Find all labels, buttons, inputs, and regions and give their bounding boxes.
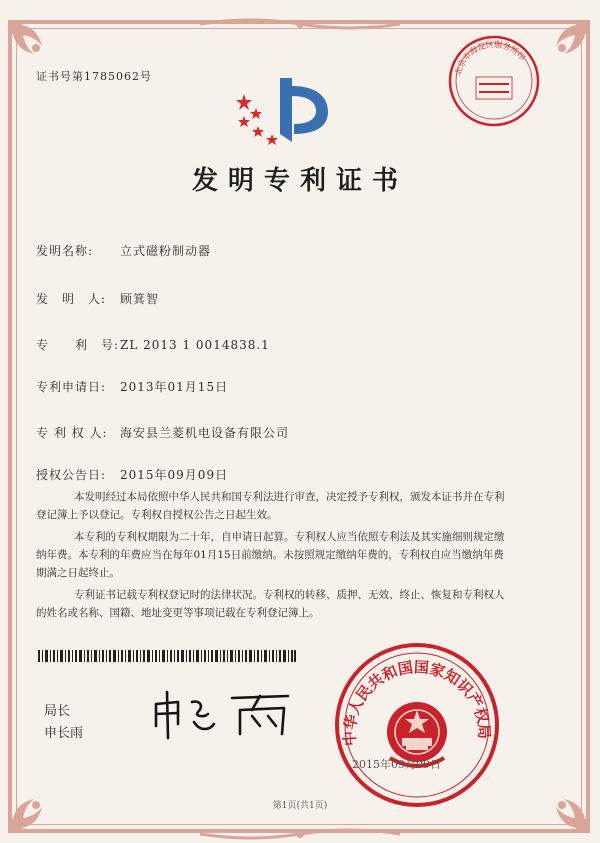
field-label: 专利申请日: <box>36 380 107 394</box>
corner-ornament-top-left <box>8 20 88 100</box>
barcode <box>38 650 296 662</box>
official-seal <box>332 640 502 810</box>
svg-text:北京市海淀区服务所印 <box>452 40 527 76</box>
barcode-bars <box>38 650 296 662</box>
field-invention-name <box>36 242 211 259</box>
field-label: 专 利 号: <box>36 338 120 352</box>
field-label: 专 利 权 人: <box>36 426 108 440</box>
corner-ornament-bottom-left <box>8 753 88 833</box>
field-label: 发 明 人: <box>36 292 107 306</box>
field-value: 立式磁粉制动器 <box>120 244 212 258</box>
field-patent-number <box>36 336 270 353</box>
seal-date: 2015年09月09日 <box>352 758 441 771</box>
certificate-body <box>36 488 506 626</box>
field-grant-date <box>36 466 228 483</box>
field-inventor <box>36 290 159 307</box>
page-footer: 第1页(共1页) <box>272 801 328 811</box>
sipo-logo-icon <box>232 76 332 146</box>
body-paragraph: 专利证书记载专利权登记时的法律状况。专利权的转移、质押、无效、终止、恢复和专利权人的姓名或名称、国籍、地址变更等事项记载在专利登记簿上。 <box>36 589 505 619</box>
field-patentee <box>36 424 289 441</box>
director-signature <box>148 688 298 740</box>
agency-stamp-text: 北京市海淀区服务所印 <box>453 39 527 77</box>
field-value: 海安县兰菱机电设备有限公司 <box>120 426 290 440</box>
corner-ornament-bottom-right <box>510 753 590 833</box>
official-seal-text: 中华人民共和国国家知识产权局 <box>340 658 494 747</box>
bottom-border-ornament <box>200 826 400 842</box>
field-value: 2013年01月15日 <box>120 380 229 394</box>
field-value: ZL 2013 1 0014838.1 <box>120 338 270 352</box>
agency-stamp <box>446 33 542 129</box>
field-filing-date <box>36 378 228 395</box>
field-value: 顾箕智 <box>120 292 160 306</box>
director-title: 局长 <box>44 704 71 719</box>
field-value: 2015年09月09日 <box>120 468 229 482</box>
certificate-number: 证书号第1785062号 <box>36 70 152 83</box>
top-border-ornament <box>200 16 400 32</box>
field-label: 发明名称: <box>36 244 94 258</box>
body-paragraph: 本专利的专利权期限为二十年，自申请日起算。专利权人应当依照专利法及其实施细则规定缴纳年费。本专利的年费应当在每年01月15日前缴纳。未按照规定缴纳年费的，专利权自应当缴纳年费期满之日起终止。 <box>36 531 505 579</box>
body-paragraph: 本发明经过本局依照中华人民共和国专利法进行审查，决定授予专利权，颁发本证书并在专利登记簿上予以登记。专利权自授权公告之日起生效。 <box>36 491 505 521</box>
certificate-title: 发明专利证书 <box>191 166 408 196</box>
director-name: 申长雨 <box>44 726 84 741</box>
field-label: 授权公告日: <box>36 468 107 482</box>
